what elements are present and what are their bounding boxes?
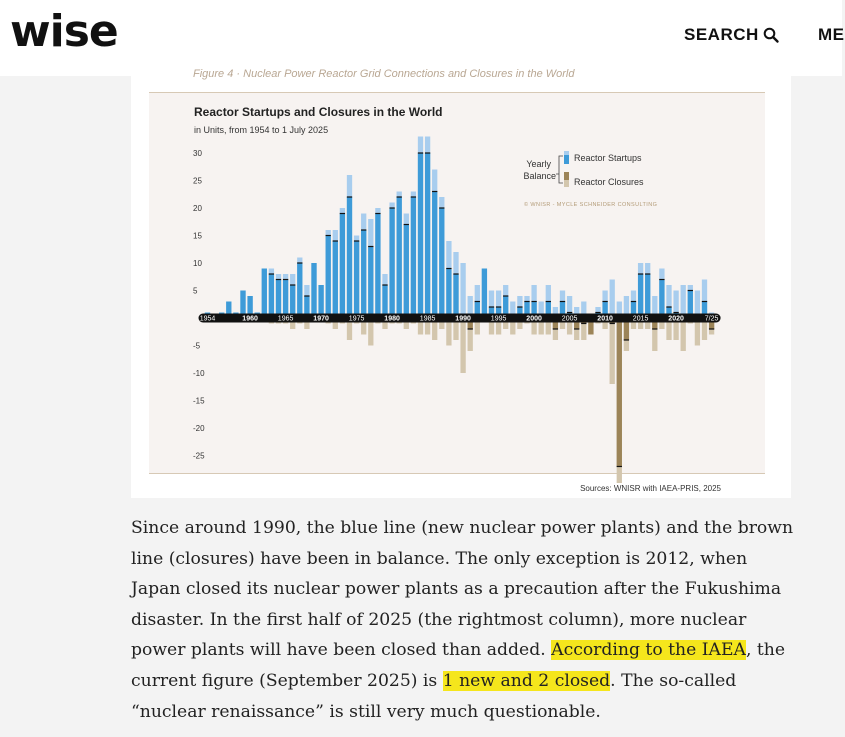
balance-marker-1977 — [368, 246, 373, 247]
balance-bar-1993 — [482, 269, 487, 319]
balance-bar-1979 — [382, 285, 387, 318]
y-tick-label: -10 — [193, 369, 205, 378]
balance-bar-1983 — [411, 197, 416, 318]
balance-marker-2016 — [645, 273, 650, 274]
chart-subtitle: in Units, from 1954 to 1 July 2025 — [194, 125, 329, 135]
balance-marker-1998 — [517, 306, 522, 307]
balance-bar-1985 — [425, 153, 430, 318]
balance-marker-1996 — [503, 295, 508, 296]
y-tick-label: -5 — [193, 341, 201, 351]
paragraph-text-1: Since around 1990, the blue line (new nuclear power plants) and the brown line (closures) have been in balance. The only exception is 2012, when Japan closed its nuclear power plants as a precaution after the Fukushima disaster. In the first half of 2025 (the rightmost column), more nuclear power plants will have been closed than added. — [131, 518, 794, 661]
balance-marker-2009 — [595, 312, 600, 313]
balance-marker-2010 — [602, 301, 607, 302]
balance-bar-2015 — [638, 274, 643, 318]
reactor-chart — [131, 76, 791, 498]
balance-bar-1972 — [333, 241, 338, 318]
balance-marker-1963 — [269, 273, 274, 274]
x-tick-label: 1995 — [490, 315, 507, 323]
balance-bar-1988 — [446, 269, 451, 319]
x-tick-label: 2005 — [561, 315, 578, 323]
balance-marker-1989 — [453, 273, 458, 274]
balance-marker-2018 — [659, 279, 664, 280]
balance-marker-1968 — [304, 295, 309, 296]
balance-marker-1964 — [276, 279, 281, 280]
balance-bar-2018 — [659, 280, 664, 319]
balance-marker-1986 — [432, 191, 437, 192]
balance-bar-2012 — [617, 318, 622, 467]
balance-marker-2015 — [638, 273, 643, 274]
x-tick-label: 1985 — [419, 315, 436, 323]
balance-bar-1984 — [418, 153, 423, 318]
balance-marker-2020 — [673, 312, 678, 313]
legend-swatch-startups-light — [564, 151, 569, 155]
balance-bar-1982 — [404, 225, 409, 319]
legend-swatch-startups-dark — [564, 155, 569, 164]
balance-marker-1995 — [496, 306, 501, 307]
search-icon — [763, 27, 779, 43]
balance-marker-1971 — [326, 235, 331, 236]
balance-bar-1975 — [354, 241, 359, 318]
balance-marker-2006 — [574, 328, 579, 329]
balance-marker-2017 — [652, 328, 657, 329]
closure-bar-1990 — [460, 318, 465, 373]
legend-startups-label: Reactor Startups — [574, 153, 642, 163]
balance-marker-2014 — [631, 301, 636, 302]
startup-bar-1990 — [460, 263, 465, 318]
balance-marker-1984 — [418, 152, 423, 153]
closure-bar-2011 — [610, 318, 615, 384]
balance-marker-2022 — [688, 290, 693, 291]
balance-marker-2005 — [567, 312, 572, 313]
balance-bar-1976 — [361, 230, 366, 318]
balance-marker-2007 — [581, 323, 586, 324]
x-tick-label: 2015 — [632, 315, 649, 323]
balance-bar-1978 — [375, 214, 380, 319]
balance-marker-1972 — [333, 240, 338, 241]
balance-bar-1963 — [269, 274, 274, 318]
balance-marker-2004 — [560, 301, 565, 302]
x-tick-label: 1965 — [277, 315, 294, 323]
x-tick-label: 1954 — [199, 315, 216, 323]
legend-swatch-closures-dark — [564, 172, 569, 180]
balance-marker-1980 — [389, 207, 394, 208]
x-tick-label: 1975 — [348, 315, 365, 323]
chart-figure — [131, 68, 791, 498]
balance-marker-1981 — [397, 196, 402, 197]
balance-marker-1978 — [375, 213, 380, 214]
paragraph-text-2: , the current figure (September 2025) is — [131, 640, 786, 691]
balance-marker-1987 — [439, 207, 444, 208]
chart-sources: Sources: WNISR with IAEA-PRIS, 2025 — [580, 484, 721, 493]
balance-marker-1999 — [524, 301, 529, 302]
legend-bracket — [556, 156, 563, 183]
y-tick-label: 10 — [193, 259, 202, 268]
balance-marker-1982 — [404, 224, 409, 225]
balance-marker-1985 — [425, 152, 430, 153]
search-label: SEARCH — [684, 25, 759, 44]
legend-balance-line1: Yearly — [526, 159, 551, 169]
x-tick-label: 2000 — [526, 315, 542, 323]
balance-bar-1970 — [318, 285, 323, 318]
chart-title: Reactor Startups and Closures in the World — [194, 105, 443, 119]
closure-bar-2021 — [681, 318, 686, 351]
balance-bar-1986 — [432, 192, 437, 319]
balance-bar-1967 — [297, 263, 302, 318]
balance-marker-1988 — [446, 268, 451, 269]
x-tick-label: 1960 — [242, 315, 258, 323]
x-tick-label: 1980 — [384, 315, 400, 323]
balance-marker-1975 — [354, 240, 359, 241]
balance-marker-1973 — [340, 213, 345, 214]
balance-marker-2003 — [553, 328, 558, 329]
balance-marker-1966 — [290, 284, 295, 285]
balance-marker-1974 — [347, 196, 352, 197]
y-tick-label: -25 — [193, 451, 205, 461]
balance-bar-1980 — [389, 208, 394, 318]
balance-marker-2013 — [624, 339, 629, 340]
balance-marker-1967 — [297, 262, 302, 263]
balance-bar-1964 — [276, 280, 281, 319]
figure-caption: Figure 4 · Nuclear Power Reactor Grid Connections and Closures in the World — [193, 68, 575, 80]
balance-marker-1979 — [382, 284, 387, 285]
balance-marker-2000 — [531, 301, 536, 302]
article-paragraph — [131, 513, 801, 727]
balance-marker-2019 — [666, 306, 671, 307]
balance-marker-1992 — [475, 301, 480, 302]
balance-marker-1983 — [411, 196, 416, 197]
balance-bar-1965 — [283, 280, 288, 319]
y-tick-label: 20 — [193, 204, 202, 213]
site-logo[interactable]: wise — [10, 6, 118, 57]
legend-closures-label: Reactor Closures — [574, 177, 644, 187]
x-tick-label: 7/25 — [704, 315, 719, 323]
balance-marker-1991 — [468, 328, 473, 329]
balance-bar-1981 — [397, 197, 402, 318]
iaea-link[interactable]: According to the IAEA — [551, 640, 746, 661]
balance-bar-1973 — [340, 214, 345, 319]
balance-bar-1962 — [262, 269, 267, 319]
x-tick-label: 1970 — [313, 315, 329, 323]
balance-bar-1987 — [439, 208, 444, 318]
balance-marker-2024 — [702, 301, 707, 302]
balance-marker-1976 — [361, 229, 366, 230]
balance-marker-2025 — [709, 328, 714, 329]
x-tick-label: 2020 — [668, 315, 684, 323]
balance-bar-1989 — [453, 274, 458, 318]
y-tick-label: 30 — [193, 149, 202, 158]
y-tick-label: 15 — [193, 231, 202, 241]
paragraph-text-3: . The so-called “nuclear renaissance” is still very much questionable. — [131, 670, 737, 722]
x-tick-label: 1990 — [455, 315, 471, 323]
balance-marker-1994 — [489, 306, 494, 307]
y-tick-label: 25 — [193, 176, 202, 186]
y-tick-label: -20 — [193, 424, 205, 433]
search-button[interactable] — [684, 24, 779, 46]
site-header — [0, 0, 845, 76]
balance-marker-2012 — [617, 466, 622, 467]
y-tick-label: 5 — [193, 286, 198, 296]
highlight-new-closed: 1 new and 2 closed — [442, 670, 611, 691]
balance-bar-1966 — [290, 285, 295, 318]
balance-bar-1974 — [347, 197, 352, 318]
chart-credit: © WNISR - MYCLE SCHNEIDER CONSULTING — [524, 202, 658, 208]
balance-bar-2016 — [645, 274, 650, 318]
legend-balance-line2: Balance — [523, 171, 556, 181]
legend-swatch-closures-light — [564, 180, 569, 187]
balance-bar-1971 — [326, 236, 331, 319]
balance-marker-2011 — [610, 323, 615, 324]
balance-marker-1965 — [283, 279, 288, 280]
startup-bar-2011 — [610, 280, 615, 319]
x-tick-label: 2010 — [597, 315, 613, 323]
balance-bar-1977 — [368, 247, 373, 319]
balance-bar-1969 — [311, 263, 316, 318]
menu-button[interactable]: ME — [818, 25, 845, 44]
startup-bar-2021 — [681, 285, 686, 318]
y-tick-label: -15 — [193, 396, 205, 406]
balance-marker-2002 — [546, 301, 551, 302]
